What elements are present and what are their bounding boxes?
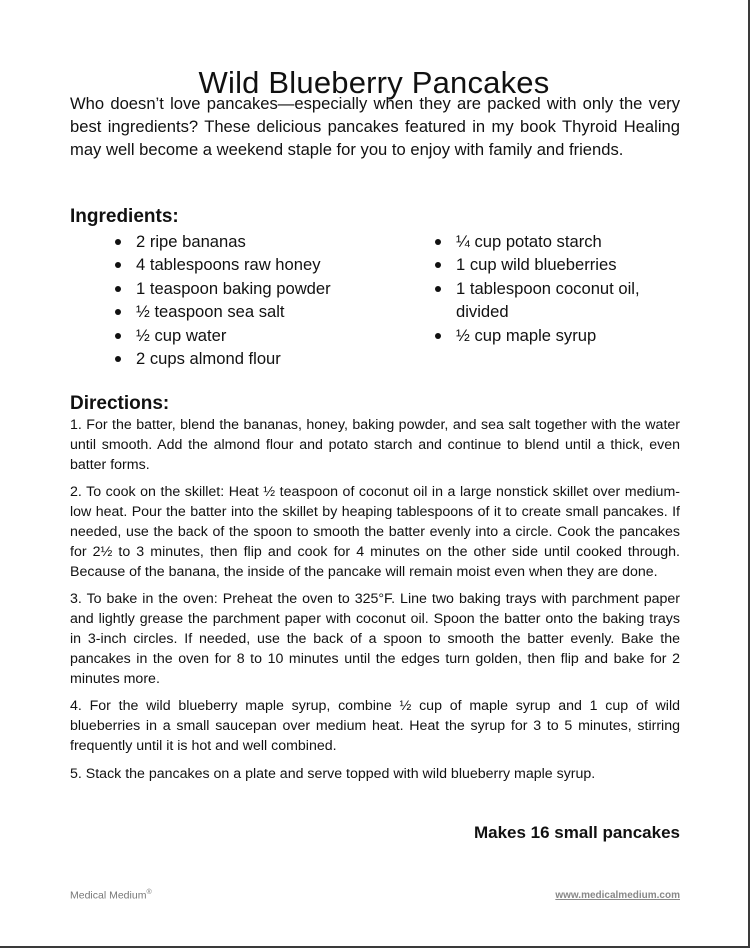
- ingredients-heading: Ingredients:: [70, 206, 179, 227]
- recipe-title: Wild Blueberry Pancakes: [198, 64, 550, 100]
- footer-brand: [70, 889, 152, 902]
- ingredient-item: 2 ripe bananas: [115, 230, 415, 253]
- direction-step: 1. For the batter, blend the bananas, honey, baking powder, and sea salt together with the water until smooth. Add the almond flour and potato starch and continue to blend until a thick, even batter forms.: [70, 417, 680, 473]
- ingredient-item: ½ cup water: [115, 324, 415, 347]
- recipe-yield: Makes 16 small pancakes: [473, 823, 680, 842]
- ingredient-item: 1 teaspoon baking powder: [115, 277, 415, 300]
- footer-website-link[interactable]: www.medicalmedium.com: [555, 890, 680, 901]
- recipe-intro: Who doesn’t love pancakes—especially when they are packed with only the very best ingredients? These delicious pancakes featured in my book Thyroid Healing may well become a weekend staple for you to enjoy with family and friends.: [70, 94, 680, 159]
- ingredient-item: 1 cup wild blueberries: [435, 253, 680, 276]
- directions-heading: Directions:: [70, 393, 170, 414]
- ingredient-item: 2 cups almond flour: [115, 347, 415, 370]
- ingredient-item: 1 tablespoon coconut oil, divided: [435, 277, 680, 324]
- ingredient-item: ½ teaspoon sea salt: [115, 300, 415, 323]
- ingredients-list-left: [115, 230, 415, 370]
- direction-step: 4. For the wild blueberry maple syrup, combine ½ cup of maple syrup and 1 cup of wild blueberries in a small saucepan over medium heat. Heat the syrup for 3 to 5 minutes, stirring frequently until it is hot and well combined.: [70, 698, 680, 754]
- direction-step: 2. To cook on the skillet: Heat ½ teaspoon of coconut oil in a large nonstick skillet over medium-low heat. Pour the batter into the skillet by heaping tablespoons of it to create small pancakes. If needed, use the back of the spoon to smooth the batter evenly into a circle. Cook the pancakes for 2½ to 3 minutes, then flip and cook for 4 minutes on the other side until cooked through. Because of the banana, the inside of the pancake will remain moist even when they are done.: [70, 484, 680, 580]
- directions-steps: [70, 416, 680, 793]
- footer-brand-name: Medical Medium: [70, 889, 147, 902]
- direction-step: 5. Stack the pancakes on a plate and serve topped with wild blueberry maple syrup.: [70, 765, 596, 782]
- ingredient-item: 4 tablespoons raw honey: [115, 253, 415, 276]
- ingredient-item: ¼ cup potato starch: [435, 230, 680, 253]
- registered-mark: ®: [146, 889, 152, 896]
- direction-step: 3. To bake in the oven: Preheat the oven to 325°F. Line two baking trays with parchment paper and lightly grease the parchment paper with coconut oil. Spoon the batter onto the baking trays in 3-inch circles. If needed, use the back of a spoon to smooth the batter evenly. Bake the pancakes in the oven for 8 to 10 minutes until the edges turn golden, then flip and bake for 2 minutes more.: [70, 591, 680, 687]
- ingredient-item: ½ cup maple syrup: [435, 324, 680, 347]
- ingredients-list-right: [435, 230, 680, 347]
